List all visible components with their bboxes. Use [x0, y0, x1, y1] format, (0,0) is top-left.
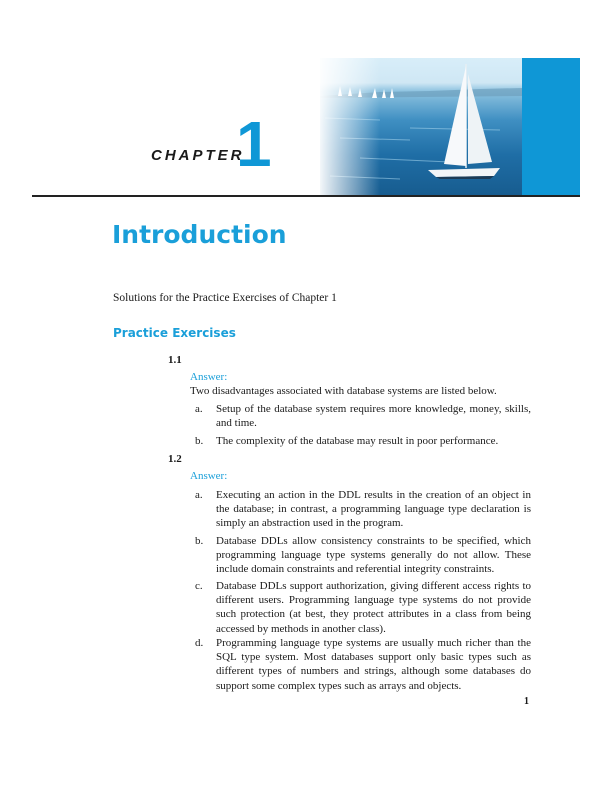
answer-lead: Two disadvantages associated with database systems are listed below. [190, 385, 497, 397]
list-item [195, 579, 531, 636]
page-number: 1 [524, 696, 529, 707]
list-item [195, 434, 531, 448]
header-accent-block [522, 58, 580, 196]
list-item-text: Database DDLs support authorization, giving different access rights to different users. Programming language type systems do not provide such protection (at best, they protect attributes in a class from being accessed by methods in another class). [216, 580, 531, 635]
photo-fade [320, 58, 380, 196]
list-item-label: a. [195, 403, 203, 415]
list-item-text: Setup of the database system requires more knowledge, money, skills, and time. [216, 403, 531, 430]
page-title: Introduction [112, 220, 287, 249]
list-item-label: b. [195, 435, 204, 447]
section-heading: Practice Exercises [113, 326, 236, 340]
list-item [195, 488, 531, 531]
intro-text: Solutions for the Practice Exercises of Chapter 1 [113, 292, 337, 304]
answer-label: Answer: [190, 371, 228, 383]
header-rule [32, 195, 580, 197]
list-item-label: c. [195, 580, 203, 592]
list-item [195, 636, 531, 693]
exercise-number: 1.1 [168, 354, 182, 366]
chapter-label: CHAPTER [151, 147, 245, 164]
list-item [195, 402, 531, 430]
list-item-text: Programming language type systems are usually much richer than the SQL type system. Most databases support only basic types such as different types of numbers and strings, although some databases do support some complex types such as arrays and objects. [216, 637, 531, 692]
list-item [195, 534, 531, 577]
list-item-text: The complexity of the database may result in poor performance. [216, 435, 499, 447]
list-item-label: d. [195, 637, 204, 649]
list-item-text: Database DDLs allow consistency constraints to be specified, which programming language type systems generally do not allow. These include domain constraints and referential integrity constraints. [216, 535, 531, 576]
chapter-number: 1 [236, 108, 272, 180]
answer-label: Answer: [190, 470, 228, 482]
exercise-number: 1.2 [168, 453, 182, 465]
list-item-label: a. [195, 489, 203, 501]
list-item-text: Executing an action in the DDL results in the creation of an object in the database; in contrast, a programming language type declaration is simply an abstraction used in the program. [216, 489, 531, 530]
list-item-label: b. [195, 535, 204, 547]
